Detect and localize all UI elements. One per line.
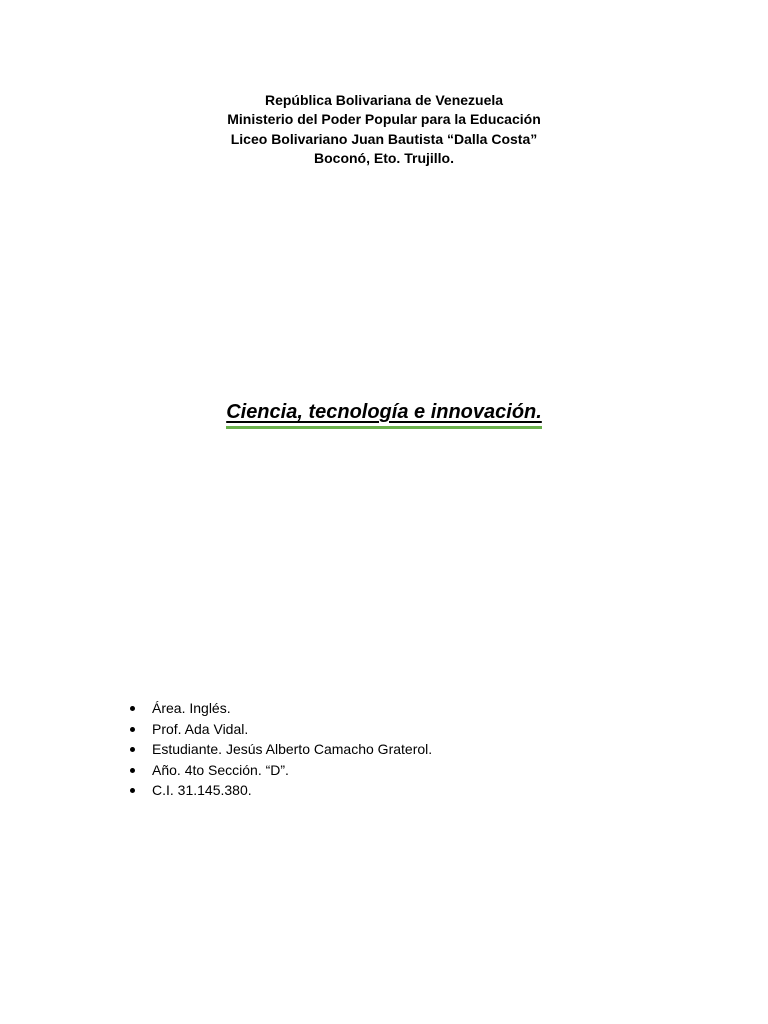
header-line-country: República Bolivariana de Venezuela [264, 92, 504, 108]
list-item-student [130, 739, 432, 760]
list-item-text: Prof. Ada Vidal. [152, 720, 249, 737]
header-line-school: Liceo Bolivariano Juan Bautista “Dalla Costa” [230, 130, 538, 147]
header-line-location: Boconó, Eto. Trujillo. [314, 149, 454, 166]
list-item-text: Área. Inglés. [152, 700, 231, 716]
spellcheck-underline [226, 426, 542, 429]
bullet-dot-icon [130, 788, 135, 793]
student-info-list [130, 698, 432, 801]
list-item-text: C.I. 31.145.380. [152, 782, 252, 799]
list-item-teacher [130, 719, 432, 740]
list-item-text: Año. 4to Sección. “D”. [152, 761, 289, 778]
document-title [226, 398, 542, 426]
document-title-text: Ciencia, tecnología e innovación. [226, 401, 542, 423]
bullet-dot-icon [130, 747, 135, 752]
bullet-dot-icon [130, 768, 135, 773]
bullet-dot-icon [130, 706, 135, 711]
document-title-block [0, 398, 768, 426]
list-item-year-section [130, 760, 432, 781]
institution-header [0, 91, 768, 168]
list-item-text: Estudiante. Jesús Alberto Camacho Graterol. [152, 741, 433, 758]
list-item-id-number [130, 780, 432, 801]
bullet-dot-icon [130, 727, 135, 732]
list-item-area [130, 698, 432, 719]
header-line-ministry: Ministerio del Poder Popular para la Educación [227, 111, 541, 128]
